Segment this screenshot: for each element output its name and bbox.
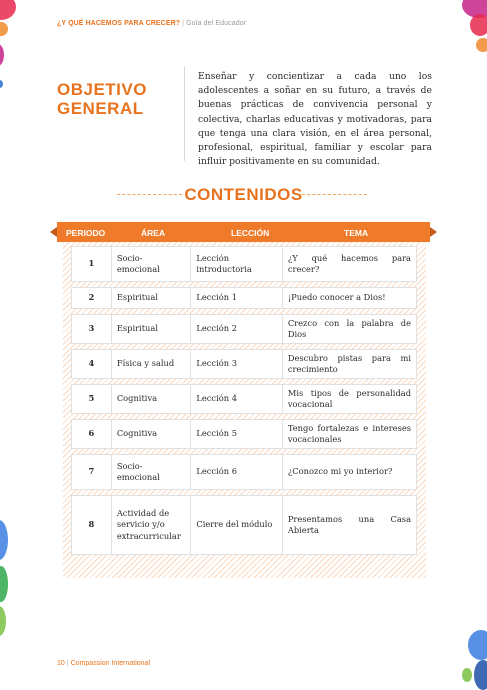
period-cell: 3 bbox=[72, 315, 112, 343]
tema-cell: Crezco con la palabra de Dios bbox=[287, 317, 412, 339]
lesson-cell: Lección 3 bbox=[191, 350, 282, 378]
period-cell: 1 bbox=[72, 247, 112, 281]
lesson-cell: Lección 1 bbox=[191, 288, 282, 308]
lesson-cell: Lección 4 bbox=[191, 385, 282, 413]
period-cell: 6 bbox=[72, 420, 112, 448]
table-row bbox=[71, 349, 417, 379]
table-body bbox=[63, 242, 426, 578]
area-cell: Actividad de servicio y/o extracurricular bbox=[112, 496, 192, 554]
tema-cell: ¡Puedo conocer a Dios! bbox=[287, 292, 386, 303]
page-footer bbox=[57, 660, 150, 667]
lesson-cell: Lección 5 bbox=[191, 420, 282, 448]
column-header-tema: TEMA bbox=[344, 228, 369, 238]
lesson-cell: Lección 6 bbox=[191, 455, 282, 489]
footer-separator: | bbox=[66, 660, 69, 667]
area-cell: Cognitiva bbox=[112, 420, 192, 448]
table-header bbox=[57, 222, 430, 242]
header-title: ¿Y QUÉ HACEMOS PARA CRECER? bbox=[57, 20, 181, 27]
header-separator: | bbox=[182, 20, 185, 27]
period-cell: 2 bbox=[72, 288, 112, 308]
objective-title: OBJETIVO GENERAL bbox=[57, 80, 147, 118]
column-header-lesson: LECCIÓN bbox=[231, 228, 270, 238]
tema-cell: ¿Conozco mi yo interior? bbox=[287, 466, 393, 477]
table-row bbox=[71, 454, 417, 490]
period-cell: 4 bbox=[72, 350, 112, 378]
header-subtitle: Guía del Educador bbox=[186, 20, 247, 27]
table-row bbox=[71, 495, 417, 555]
area-cell: Socio-emocional bbox=[112, 455, 192, 489]
contents-heading bbox=[57, 185, 430, 205]
lesson-cell: Lección 2 bbox=[191, 315, 282, 343]
footer-org: Compassion International bbox=[70, 660, 151, 667]
area-cell: Física y salud bbox=[112, 350, 192, 378]
contents-title: CONTENIDOS bbox=[184, 185, 303, 204]
tema-cell: Descubro pistas para mi crecimiento bbox=[287, 352, 412, 374]
column-header-area: ÁREA bbox=[141, 228, 166, 238]
tema-cell: Mis tipos de personalidad vocacional bbox=[287, 387, 412, 409]
period-cell: 7 bbox=[72, 455, 112, 489]
lesson-cell: Cierre del módulo bbox=[191, 496, 282, 554]
table-row bbox=[71, 287, 417, 309]
running-header bbox=[57, 20, 246, 27]
period-cell: 5 bbox=[72, 385, 112, 413]
table-row bbox=[71, 384, 417, 414]
period-cell: 8 bbox=[72, 496, 112, 554]
area-cell: Espiritual bbox=[112, 315, 192, 343]
page-number: 10 bbox=[57, 660, 65, 667]
area-cell: Espiritual bbox=[112, 288, 192, 308]
tema-cell: Tengo fortalezas e intereses vocacionales bbox=[287, 422, 412, 444]
tema-cell: Presentamos una Casa Abierta bbox=[287, 513, 412, 535]
area-cell: Cognitiva bbox=[112, 385, 192, 413]
objective-text: Enseñar y concientizar a cada uno los adolescentes a soñar en su futuro, a través de buenas prácticas de convivencia personal y colectiva, charlas educativas y motivadoras, para que tenga una clara visión, en el área personal, profesional, espiritual, familiar y escolar para influir positivamente en su comunidad. bbox=[198, 71, 432, 168]
tema-cell: ¿Y qué hacemos para crecer? bbox=[287, 252, 412, 274]
table-row bbox=[71, 419, 417, 449]
column-header-period: PERIODO bbox=[66, 228, 106, 238]
area-cell: Socio-emocional bbox=[112, 247, 192, 281]
lesson-cell: Lección introductoria bbox=[191, 247, 282, 281]
table-row bbox=[71, 314, 417, 344]
objective-divider bbox=[184, 66, 185, 161]
table-row bbox=[71, 246, 417, 282]
